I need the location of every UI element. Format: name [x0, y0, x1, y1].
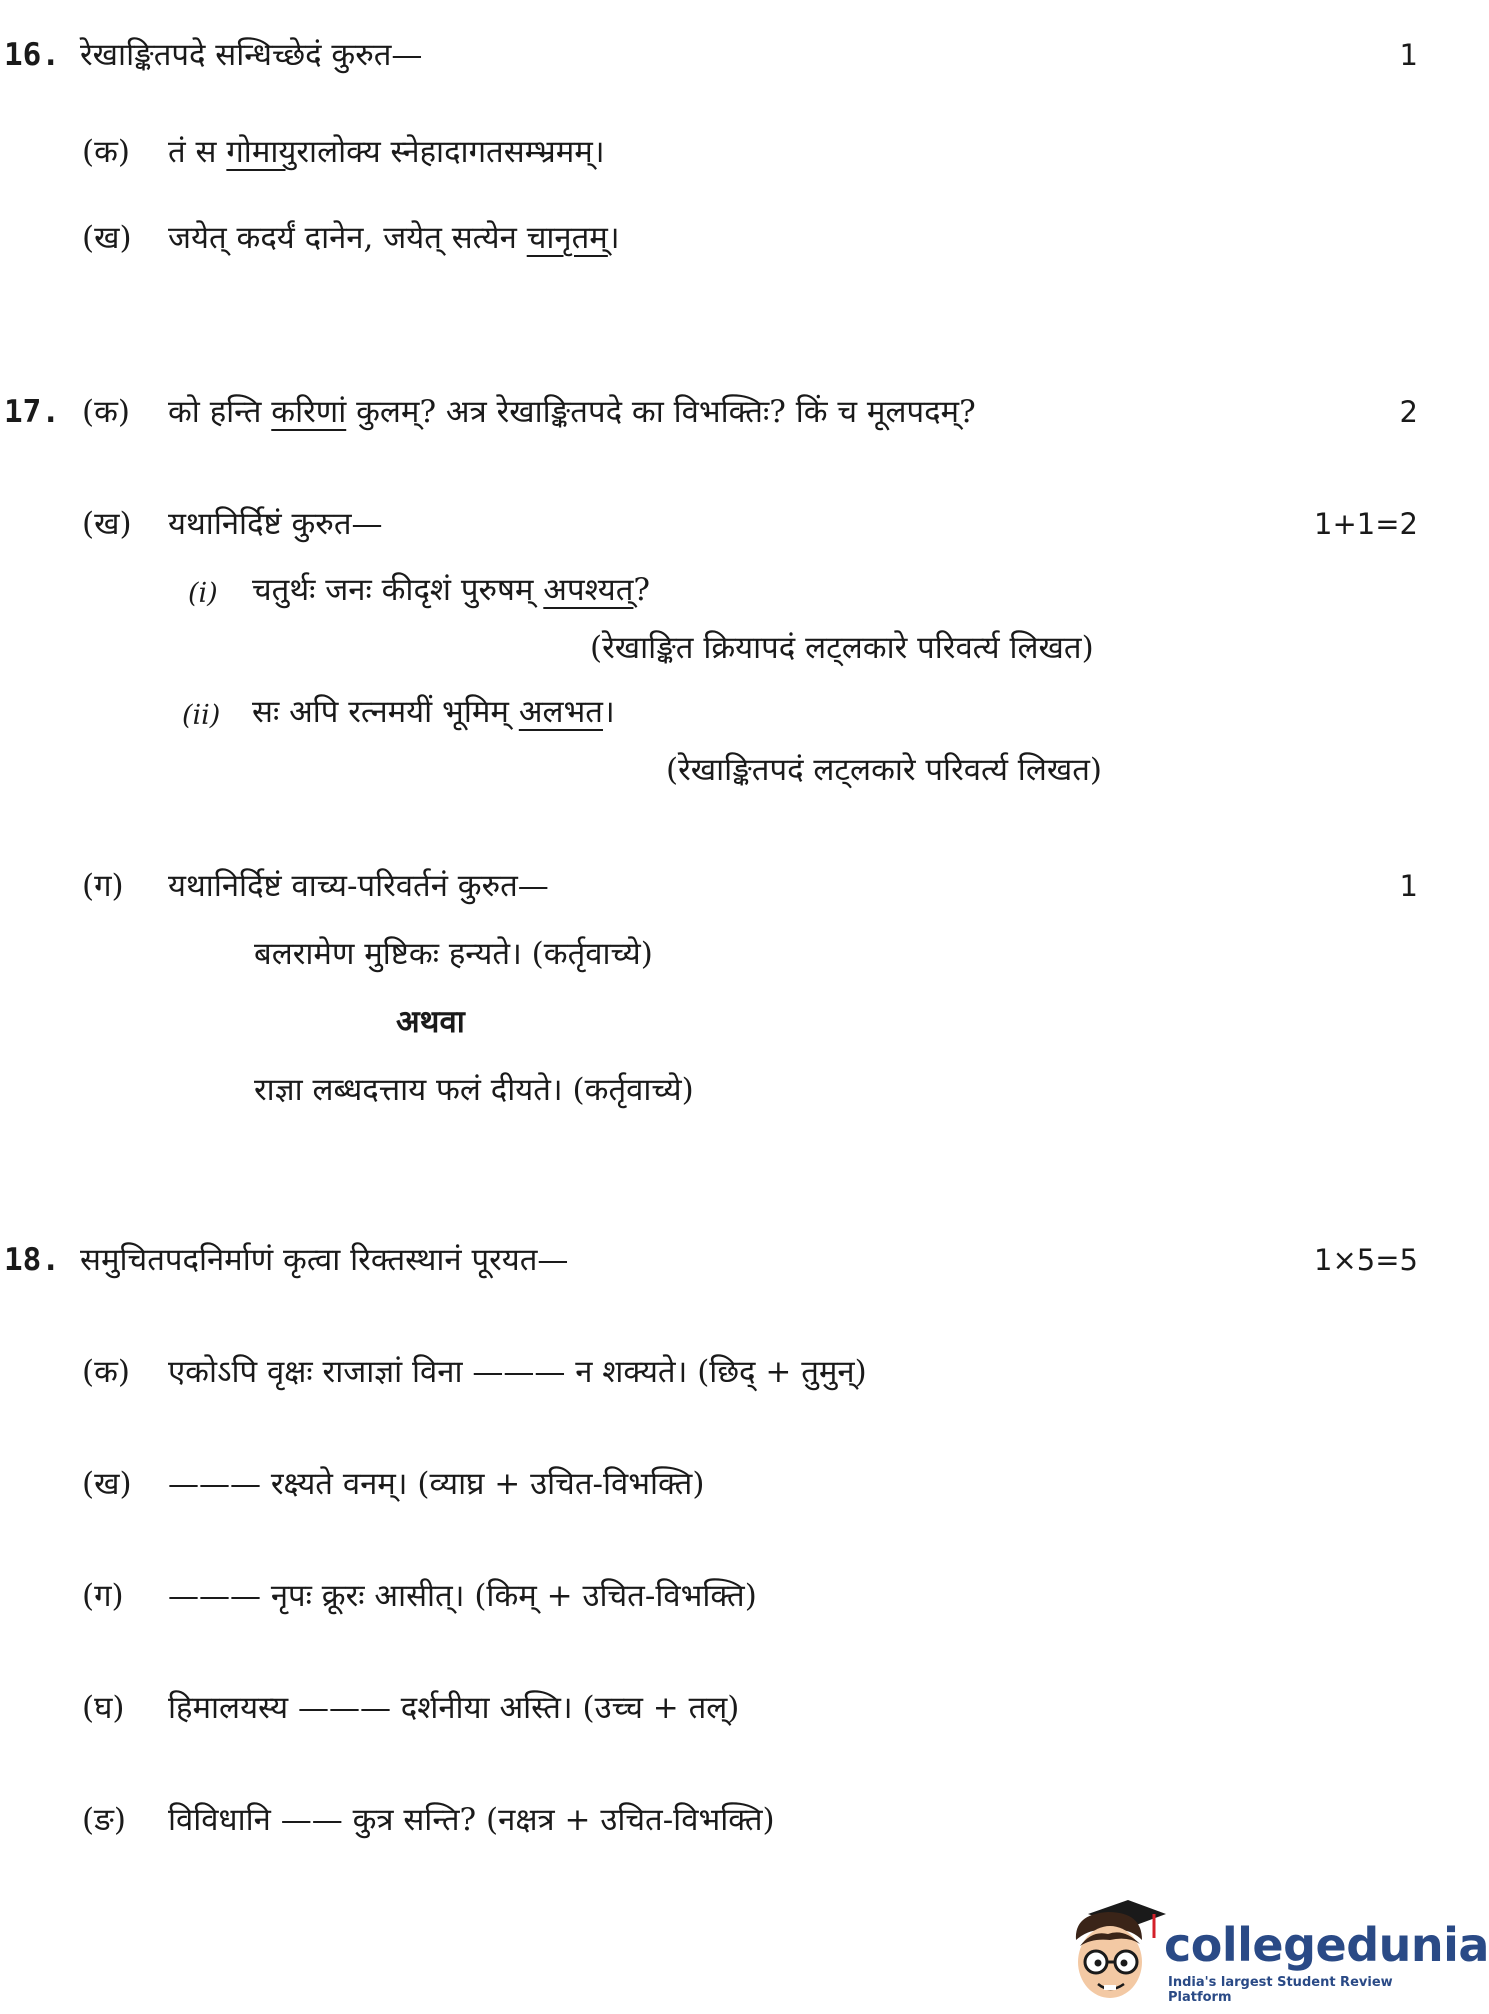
q16-b-underlined: चानृतम्	[526, 220, 608, 256]
q16-b-text	[168, 218, 620, 258]
q18-prompt: समुचितपदनिर्माणं कृत्वा रिक्तस्थानं पूरयत—	[80, 1242, 569, 1278]
q17-b-ii-pre: सः अपि रत्नमयीं भूमिम्	[252, 694, 509, 730]
q16-b-label: (ख)	[82, 220, 132, 256]
q18-marks: 1×5=5	[1314, 1243, 1418, 1277]
q17-b-i-pre: चतुर्थः जनः कीदृशं पुरुषम्	[252, 572, 534, 608]
q18-number: 18.	[4, 1242, 60, 1278]
q17-b-label: (ख)	[82, 506, 132, 542]
q16-a-label: (क)	[82, 134, 130, 170]
q18-item-text: ——— नृपः क्रूरः आसीत्। (किम् + उचित-विभक्ति)	[168, 1578, 757, 1614]
mascot-icon	[1068, 1900, 1168, 2010]
q17-b-i-post: ?	[633, 572, 651, 608]
q17-c-marks: 1	[1399, 869, 1418, 903]
q18-item-label: (घ)	[82, 1690, 125, 1726]
q16-a-pre: तं स	[168, 134, 217, 170]
q16-marks: 1	[1399, 38, 1418, 72]
q16-b-post: ।	[607, 220, 620, 256]
q18-item-text: ——— रक्ष्यते वनम्। (व्याघ्र + उचित-विभक्ति)	[168, 1466, 705, 1502]
q18-item-text: विविधानि —— कुत्र सन्ति? (नक्षत्र + उचित-विभक्ति)	[168, 1802, 775, 1838]
q17-b-i-text	[252, 570, 650, 610]
q18-item-text: हिमालयस्य ——— दर्शनीया अस्ति। (उच्च + तल्)	[168, 1690, 740, 1726]
q18-item-label: (ङ)	[82, 1802, 126, 1838]
brand-tagline: India's largest Student Review Platform	[1168, 1975, 1393, 2005]
q17-a-label: (क)	[82, 394, 130, 430]
q17-b-i-instruction: (रेखाङ्कित क्रियापदं लट्लकारे परिवर्त्य लिखत)	[590, 630, 1094, 666]
q17-b-i-label: (i)	[188, 578, 218, 609]
q17-a-post: कुलम्? अत्र रेखाङ्कितपदे का विभक्तिः? किं च मूलपदम्?	[356, 394, 976, 430]
q17-c-sentence-2: राज्ञा लब्धदत्ताय फलं दीयते। (कर्तृवाच्ये)	[254, 1072, 694, 1108]
q16-a-underlined: गोमायु	[226, 134, 297, 170]
q17-b-ii-instruction: (रेखाङ्कितपदं लट्लकारे परिवर्त्य लिखत)	[666, 752, 1102, 788]
q17-b-i-underlined: अपश्यत्	[543, 572, 634, 608]
q17-c-label: (ग)	[82, 868, 124, 904]
q17-b-ii-underlined: अलभत	[518, 694, 603, 730]
q18-item-label: (क)	[82, 1354, 130, 1390]
q18-item-label: (ख)	[82, 1466, 132, 1502]
q17-a-pre: को हन्ति	[168, 394, 262, 430]
q17-b-prompt: यथानिर्दिष्टं कुरुत—	[168, 506, 383, 542]
q17-b-ii-label: (ii)	[182, 700, 221, 731]
q17-number: 17.	[4, 394, 60, 430]
q17-a-marks: 2	[1399, 395, 1418, 429]
q17-b-ii-text	[252, 692, 615, 732]
q16-a-post: रालोक्य स्नेहादागतसम्भ्रमम्।	[296, 134, 605, 170]
q18-item-text: एकोऽपि वृक्षः राजाज्ञां विना ——— न शक्यते। (छिद् + तुमुन्)	[168, 1354, 867, 1390]
q16-b-pre: जयेत् कदर्यं दानेन, जयेत् सत्येन	[168, 220, 517, 256]
q17-c-sentence-1: बलरामेण मुष्टिकः हन्यते। (कर्तृवाच्ये)	[254, 936, 653, 972]
q17-c-or: अथवा	[396, 1004, 465, 1040]
q17-b-marks: 1+1=2	[1314, 507, 1418, 541]
brand-name: collegedunia	[1164, 1918, 1489, 1972]
q17-a-text	[168, 392, 976, 432]
q16-prompt: रेखाङ्कितपदे सन्धिच्छेदं कुरुत—	[80, 37, 423, 73]
q17-b-ii-post: ।	[602, 694, 615, 730]
q17-c-prompt: यथानिर्दिष्टं वाच्य-परिवर्तनं कुरुत—	[168, 868, 549, 904]
q16-a-text	[168, 132, 605, 172]
q18-item-label: (ग)	[82, 1578, 124, 1614]
q16-number: 16.	[4, 37, 60, 73]
q17-a-underlined: करिणां	[271, 394, 347, 430]
